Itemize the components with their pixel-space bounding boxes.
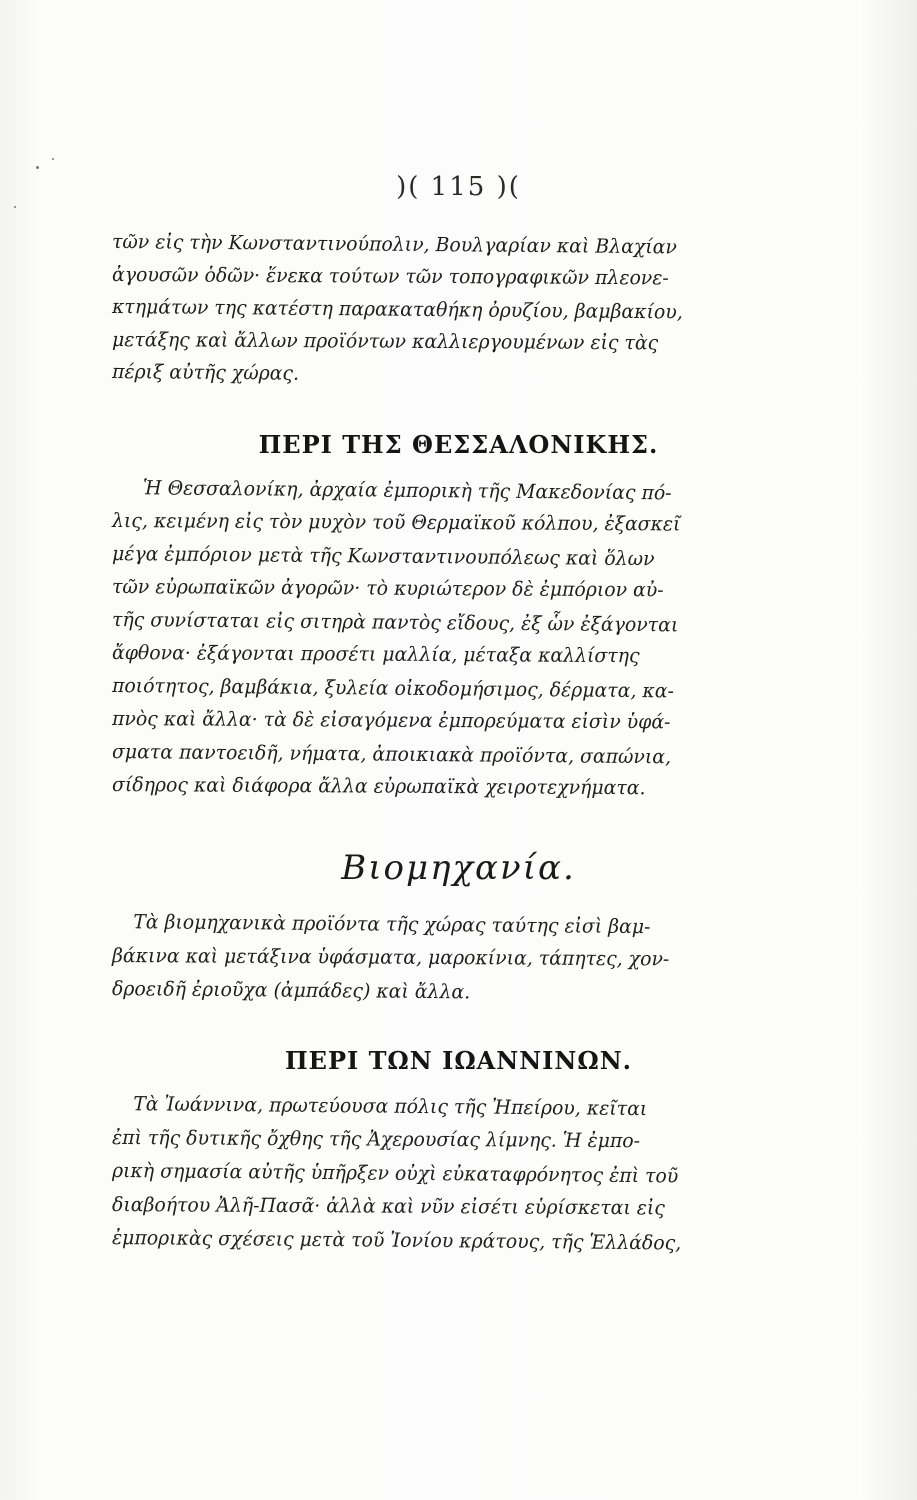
industry-paragraph (112, 912, 712, 1013)
page-number: )( 115 )( (396, 172, 521, 202)
paper-speck (52, 158, 54, 160)
text-line: ποιότητος, βαμβάκια, ξυλεία οἰκοδομήσιμος, δέρματα, κα- (111, 674, 675, 703)
text-line: ρικὴ σημασία αὐτῆς ὑπῆρξεν οὐχὶ εὐκαταφρόνητος ἐπὶ τοῦ (111, 1159, 679, 1188)
text-line: μέγα ἐμπόριον μετὰ τῆς Κωνσταντινουπόλεως καὶ ὅλων (111, 542, 655, 571)
thessaloniki-paragraph (112, 478, 712, 808)
text-line: ἀγουσῶν ὁδῶν· ἕνεκα τούτων τῶν τοπογραφικῶν πλεονε- (111, 262, 669, 289)
text-line: λις, κειμένη εἰς τὸν μυχὸν τοῦ Θερμαϊκοῦ κόλπου, ἐξασκεῖ (111, 509, 681, 536)
text-line: πέριξ αὐτῆς χώρας. (111, 360, 300, 385)
text-line: κτημάτων της κατέστη παρακαταθήκη ὀρυζίου, βαμβακίου, (111, 295, 683, 324)
text-line: ἐπὶ τῆς δυτικῆς ὄχθης τῆς Ἀχερουσίας λίμνης. Ἡ ἐμπο- (111, 1125, 641, 1152)
text-line: ἄφθονα· ἐξάγονται προσέτι μαλλία, μέταξα καλλίστης (111, 641, 640, 668)
intro-paragraph (112, 232, 712, 395)
section-title-ioannina: ΠΕΡΙ ΤΩΝ ΙΩΑΝΝΙΝΩΝ. (284, 1046, 632, 1075)
text-line: ἐμπορικὰς σχέσεις μετὰ τοῦ Ἰονίου κράτους, τῆς Ἑλλάδος, (111, 1226, 682, 1255)
section-title-thessaloniki: ΠΕΡΙ ΤΗΣ ΘΕΣΣΑΛΟΝΙΚΗΣ. (258, 430, 659, 459)
text-line: τῶν εἰς τὴν Κωνσταντινούπολιν, Βουλγαρίαν καὶ Βλαχίαν (111, 230, 678, 259)
text-line: δροειδῆ ἐριοῦχα (ἀμπάδες) καὶ ἄλλα. (111, 977, 471, 1004)
text-line: πνὸς καὶ ἄλλα· τὰ δὲ εἰσαγόμενα ἐμπορεύματα εἰσὶν ὑφά- (111, 707, 671, 734)
subsection-title-industry: Βιομηχανία. (341, 848, 576, 888)
text-line: μετάξης καὶ ἄλλων προϊόντων καλλιεργουμένων εἰς τὰς (111, 327, 659, 354)
text-line: διαβοήτου Ἀλῆ-Πασᾶ· ἀλλὰ καὶ νῦν εἰσέτι εὑρίσκεται εἰς (111, 1192, 665, 1219)
paper-speck (36, 166, 39, 169)
paper-speck (14, 206, 16, 208)
ioannina-paragraph (112, 1094, 712, 1262)
text-line: τῆς συνίσταται εἰς σιτηρὰ παντὸς εἴδους, ἐξ ὧν ἐξάγονται (111, 608, 679, 637)
text-line: σματα παντοειδῆ, νήματα, ἀποικιακὰ προϊόντα, σαπώνια, (111, 740, 672, 769)
text-line: τῶν εὐρωπαϊκῶν ἀγορῶν· τὸ κυριώτερον δὲ ἐμπόριον αὐ- (111, 575, 664, 602)
text-line: Τὰ Ἰωάννινα, πρωτεύουσα πόλις τῆς Ἠπείρου, κεῖται (133, 1092, 648, 1121)
text-line: Τὰ βιομηχανικὰ προϊόντα τῆς χώρας ταύτης εἰσὶ βαμ- (133, 910, 651, 939)
text-line: βάκινα καὶ μετάξινα ὑφάσματα, μαροκίνια, τάπητες, χον- (111, 943, 670, 970)
text-line: Ἡ Θεσσαλονίκη, ἀρχαία ἐμπορικὴ τῆς Μακεδονίας πό- (142, 476, 672, 505)
text-line: σίδηρος καὶ διάφορα ἄλλα εὐρωπαϊκὰ χειροτεχνήματα. (111, 773, 646, 800)
